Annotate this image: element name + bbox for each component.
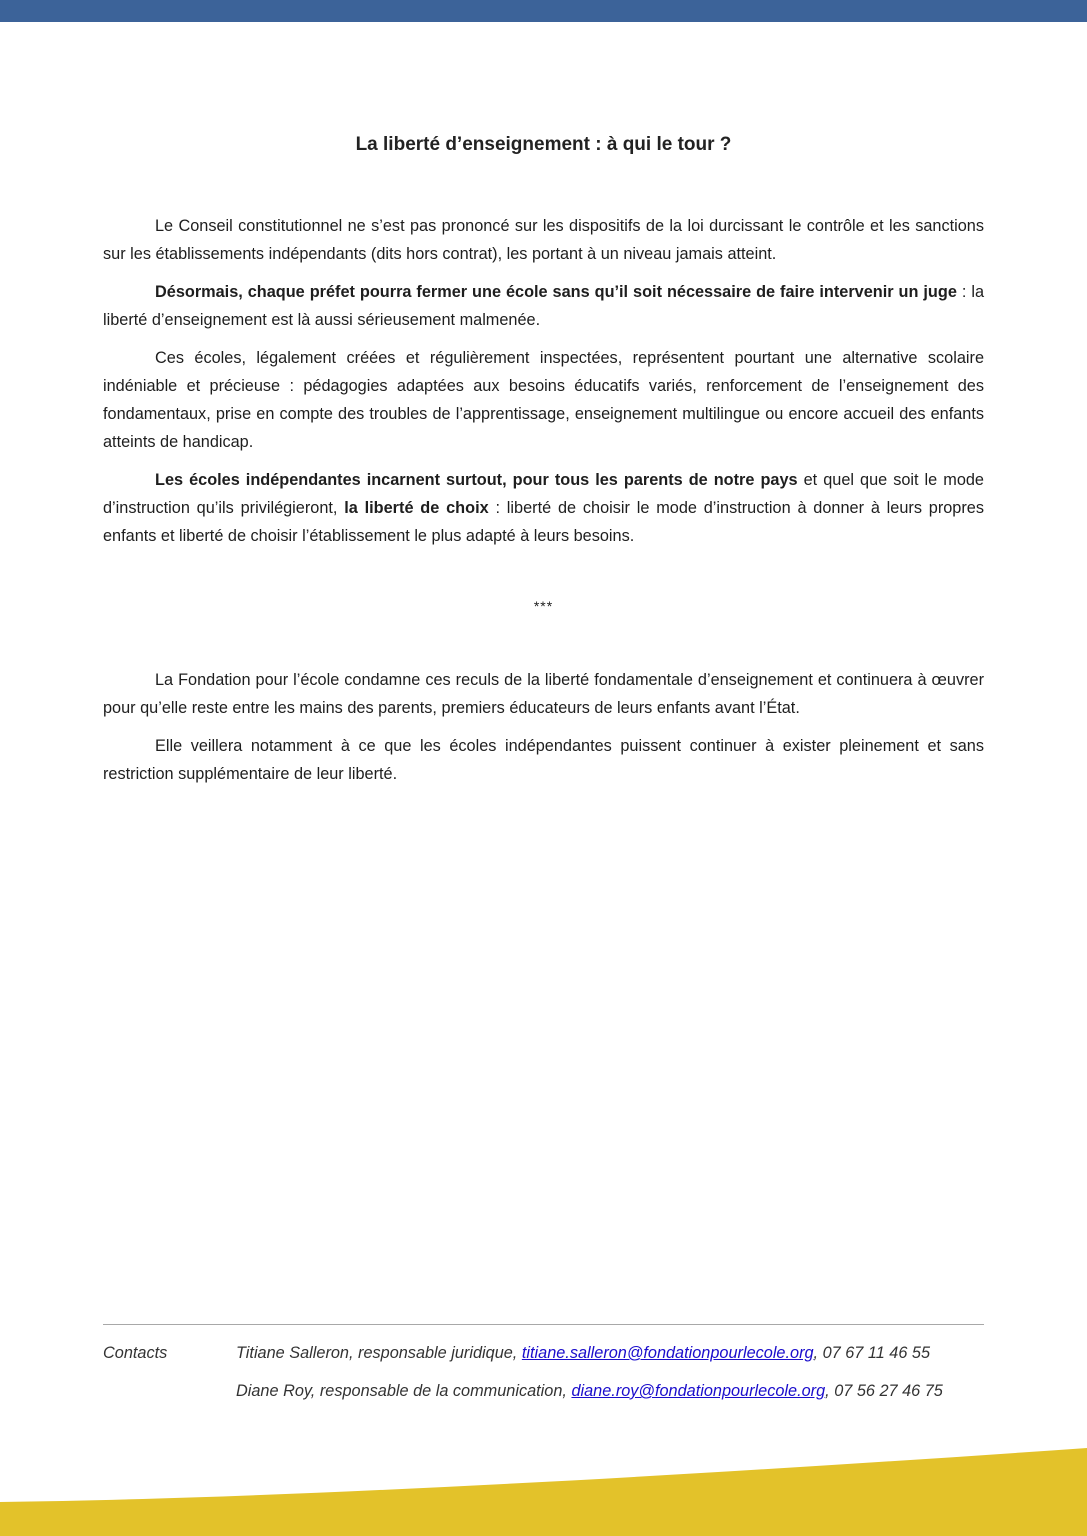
body-paragraph — [103, 344, 984, 456]
contact-name-role: Titiane Salleron, responsable juridique, — [236, 1344, 522, 1362]
text-segment: Le Conseil constitutionnel ne s’est pas prononcé sur les dispositifs de la loi durcissant le contrôle et les sanctions sur les établissements indépendants (dits hors contrat), les portant à un niveau jamais atteint. — [103, 217, 984, 263]
body-section-1 — [103, 212, 984, 550]
contact-name-role: Diane Roy, responsable de la communication, — [236, 1382, 572, 1400]
section-separator: *** — [533, 598, 554, 614]
body-paragraph — [103, 278, 984, 334]
document-title: La liberté d’enseignement : à qui le tour ? — [355, 134, 732, 155]
bottom-wave-decoration — [0, 1420, 1087, 1536]
body-paragraph — [103, 732, 984, 788]
bold-text: Les écoles indépendantes incarnent surtout, pour tous les parents de notre pays — [155, 471, 798, 489]
text-segment: Elle veillera notamment à ce que les écoles indépendantes puissent continuer à exister pleinement et sans restriction supplémentaire de leur liberté. — [103, 737, 984, 783]
body-paragraph — [103, 212, 984, 268]
bold-text: Désormais, chaque préfet pourra fermer une école sans qu’il soit nécessaire de faire intervenir un juge — [155, 283, 957, 301]
body-paragraph — [103, 666, 984, 722]
contact-email-link[interactable]: titiane.salleron@fondationpourlecole.org — [521, 1344, 814, 1362]
text-segment: : liberté de choisir le mode d’instruction à donner à leurs propres enfants et liberté de choisir l’établissement le plus adapté à leurs besoins. — [103, 499, 984, 545]
text-segment: : la liberté d’enseignement est là aussi sérieusement malmenée. — [103, 283, 985, 329]
contacts-label: Contacts — [103, 1344, 168, 1362]
contact-email-link[interactable]: diane.roy@fondationpourlecole.org — [571, 1382, 826, 1400]
contact-phone: , 07 67 11 46 55 — [813, 1344, 931, 1362]
top-color-bar — [0, 0, 1087, 22]
contact-line-2 — [236, 1382, 943, 1401]
body-section-2 — [103, 666, 984, 788]
document-body — [103, 212, 984, 798]
text-segment: Ces écoles, légalement créées et régulièrement inspectées, représentent pourtant une alternative scolaire indéniable et précieuse : pédagogies adaptées aux besoins éducatifs variés, renforcement de l’enseignement des fondamentaux, prise en compte des troubles de l’apprentissage, enseignement multilingue ou encore accueil des enfants atteints de handicap. — [103, 349, 984, 451]
text-segment: et quel que soit le mode d’instruction qu’ils privilégieront, — [103, 471, 984, 517]
body-paragraph — [103, 466, 984, 550]
bold-text: la liberté de choix — [344, 499, 489, 517]
footer-divider — [103, 1324, 984, 1325]
contact-phone: , 07 56 27 46 75 — [825, 1382, 943, 1400]
text-segment: La Fondation pour l’école condamne ces reculs de la liberté fondamentale d’enseignement et continuera à œuvrer pour qu’elle reste entre les mains des parents, premiers éducateurs de leurs enfants avant l’État. — [103, 671, 984, 717]
contact-line-1 — [236, 1344, 930, 1363]
